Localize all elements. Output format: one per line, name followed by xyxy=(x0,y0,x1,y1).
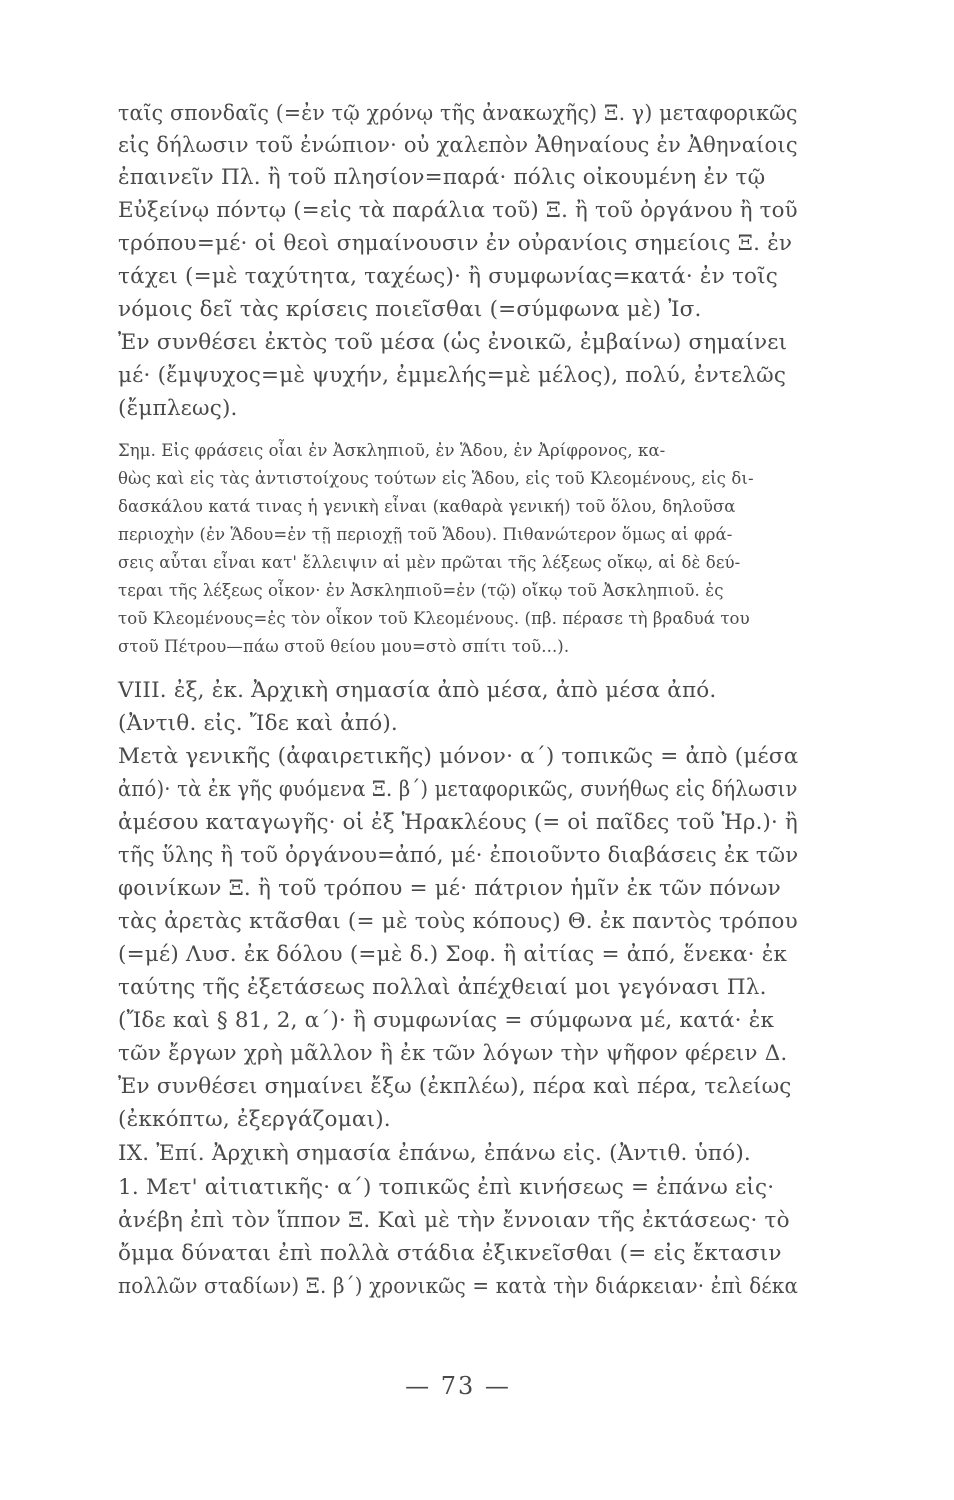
text-line: ἀμέσου καταγωγῆς· οἱ ἐξ Ἡρακλέους (= οἱ παῖδες τοῦ Ἡρ.)· ἢ xyxy=(118,810,798,835)
note-line: θὼς καὶ εἰς τὰς ἀντιστοίχους τούτων εἰς Ἅδου, εἰς τοῦ Κλεομένους, εἰς δι- xyxy=(118,469,754,488)
text-line: πολλῶν σταδίων) Ξ. β΄) χρονικῶς = κατὰ τὴν διάρκειαν· ἐπὶ δέκα xyxy=(118,1274,799,1299)
note-line: Σημ. Εἰς φράσεις οἷαι ἐν Ἀσκληπιοῦ, ἐν Ἅδου, ἐν Ἀρίφρονος, κα- xyxy=(118,441,666,460)
text-line: (Ἀντιθ. εἰς. Ἴδε καὶ ἀπό). xyxy=(118,711,398,736)
text-line: τρόπου=μέ· οἱ θεοὶ σημαίνουσιν ἐν οὐρανίοις σημείοις Ξ. ἐν xyxy=(118,231,793,256)
text-line: VIII. ἐξ, ἐκ. Ἀρχικὴ σημασία ἀπὸ μέσα, ἀπὸ μέσα ἀπό. xyxy=(118,678,717,703)
text-line: Ἐν συνθέσει σημαίνει ἔξω (ἐκπλέω), πέρα καὶ πέρα, τελείως xyxy=(118,1074,792,1099)
text-line: Μετὰ γενικῆς (ἀφαιρετικῆς) μόνον· α΄) τοπικῶς = ἀπὸ (μέσα xyxy=(118,744,799,769)
note-line: τεραι τῆς λέξεως οἶκον· ἐν Ἀσκληπιοῦ=ἐν (τῷ) οἴκῳ τοῦ Ἀσκληπιοῦ. ἐς xyxy=(118,581,724,600)
text-line: φοινίκων Ξ. ἢ τοῦ τρόπου = μέ· πάτριον ἡμῖν ἐκ τῶν πόνων xyxy=(118,876,781,901)
text-line: νόμοις δεῖ τὰς κρίσεις ποιεῖσθαι (=σύμφωνα μὲ) Ἰσ. xyxy=(118,297,702,322)
text-line: ταύτης τῆς ἐξετάσεως πολλαὶ ἀπέχθειαί μοι γεγόνασι Πλ. xyxy=(118,975,767,1000)
text-line: IX. Ἐπί. Ἀρχικὴ σημασία ἐπάνω, ἐπάνω εἰς. (Ἀντιθ. ὑπό). xyxy=(118,1141,751,1166)
page-number: — 73 — xyxy=(405,1372,511,1400)
text-line: (Ἴδε καὶ § 81, 2, α΄)· ἢ συμφωνίας = σύμφωνα μέ, κατά· ἐκ xyxy=(118,1008,775,1033)
text-line: ἀνέβη ἐπὶ τὸν ἵππον Ξ. Καὶ μὲ τὴν ἔννοιαν τῆς ἐκτάσεως· τὸ xyxy=(118,1208,790,1233)
note-line: περιοχὴν (ἐν Ἅδου=ἐν τῇ περιοχῇ τοῦ Ἅδου). Πιθανώτερον ὅμως αἱ φρά- xyxy=(118,525,733,544)
text-line: τῶν ἔργων χρὴ μᾶλλον ἢ ἐκ τῶν λόγων τὴν ψῆφον φέρειν Δ. xyxy=(118,1041,788,1066)
book-page xyxy=(118,80,798,1480)
text-line: (=μέ) Λυσ. ἐκ δόλου (=μὲ δ.) Σοφ. ἢ αἰτίας = ἀπό, ἕνεκα· ἐκ xyxy=(118,942,788,967)
text-line: μέ· (ἔμψυχος=μὲ ψυχήν, ἐμμελής=μὲ μέλος), πολύ, ἐντελῶς xyxy=(118,363,787,388)
text-line: ἐπαινεῖν Πλ. ἢ τοῦ πλησίον=παρά· πόλις οἰκουμένη ἐν τῷ xyxy=(118,165,766,190)
text-line: (ἔμπλεως). xyxy=(118,396,238,421)
text-line: ταῖς σπονδαῖς (=ἐν τῷ χρόνῳ τῆς ἀνακωχῆς) Ξ. γ) μεταφορικῶς xyxy=(118,101,798,126)
text-line: 1. Μετ' αἰτιατικῆς· α΄) τοπικῶς ἐπὶ κινήσεως = ἐπάνω εἰς· xyxy=(118,1175,775,1200)
text-line: (ἐκκόπτω, ἐξεργάζομαι). xyxy=(118,1107,391,1132)
note-line: δασκάλου κατά τινας ἡ γενικὴ εἶναι (καθαρὰ γενική) τοῦ ὅλου, δηλοῦσα xyxy=(118,497,736,516)
text-line: ἀπό)· τὰ ἐκ γῆς φυόμενα Ξ. β΄) μεταφορικῶς, συνήθως εἰς δήλωσιν xyxy=(118,777,798,802)
text-line: Ἐν συνθέσει ἐκτὸς τοῦ μέσα (ὡς ἐνοικῶ, ἐμβαίνω) σημαίνει xyxy=(118,330,788,355)
text-line: τάχει (=μὲ ταχύτητα, ταχέως)· ἢ συμφωνίας=κατά· ἐν τοῖς xyxy=(118,264,779,289)
text-line: Εὐξείνῳ πόντῳ (=εἰς τὰ παράλια τοῦ) Ξ. ἢ τοῦ ὀργάνου ἢ τοῦ xyxy=(118,198,798,223)
text-line: τῆς ὕλης ἢ τοῦ ὀργάνου=ἀπό, μέ· ἐποιοῦντο διαβάσεις ἐκ τῶν xyxy=(118,843,799,868)
text-line: εἰς δήλωσιν τοῦ ἐνώπιον· οὐ χαλεπὸν Ἀθηναίους ἐν Ἀθηναίοις xyxy=(118,133,798,158)
note-line: σεις αὗται εἶναι κατ' ἔλλειψιν αἱ μὲν πρῶται τῆς λέξεως οἴκῳ, αἱ δὲ δεύ- xyxy=(118,553,741,572)
note-line: στοῦ Πέτρου—πάω στοῦ θείου μου=στὸ σπίτι τοῦ...). xyxy=(118,637,570,656)
text-line: τὰς ἀρετὰς κτᾶσθαι (= μὲ τοὺς κόπους) Θ. ἐκ παντὸς τρόπου xyxy=(118,909,798,934)
text-line: ὄμμα δύναται ἐπὶ πολλὰ στάδια ἐξικνεῖσθαι (= εἰς ἔκτασιν xyxy=(118,1241,782,1266)
note-line: τοῦ Κλεομένους=ἐς τὸν οἶκον τοῦ Κλεομένους. (πβ. πέρασε τὴ βραδυά του xyxy=(118,609,750,628)
